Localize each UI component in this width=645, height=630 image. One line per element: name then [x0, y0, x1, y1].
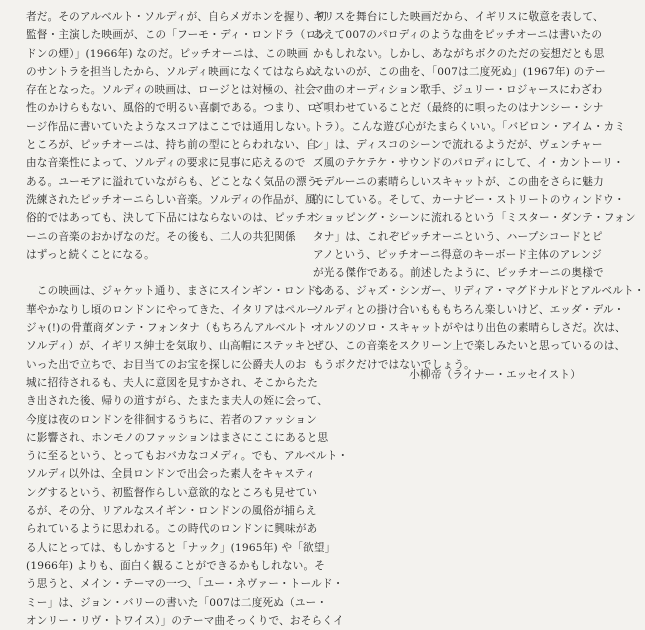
text-line: 由な音楽性によって、ソルディの要求に見事に応えるので: [26, 157, 306, 170]
text-line: アノという、ピッチオーニ得意のキーボード主体のアレンジ: [313, 248, 602, 261]
text-line: ミー」は、ジョン・バリーの書いた「007は二度死ぬ（ユー・: [26, 596, 328, 609]
text-line: モデルーニの素晴らしいスキャットが、この曲をさらに魅力: [313, 175, 604, 188]
text-line: 性のかけらもない、風俗的で明るい喜劇である。つまり、ロ: [26, 102, 318, 115]
text-line: ぜひ、この音楽をスクリーン上で楽しみたいと思っているのは、: [313, 340, 626, 353]
text-line: ジャ(!)の骨董商ダンテ・フォンタナ（もちろんアルベルト・: [26, 322, 319, 335]
text-line: ショッピング・シーンに流れるという「ミスター・ダンテ・フォン: [313, 212, 636, 225]
text-line: ざ唄わせていることだ（最終的に唄ったのはナンシー・シナ: [313, 102, 604, 115]
text-line: ーニの音楽のおかげなのだ。その後も、二人の共犯関係: [26, 230, 296, 243]
text-line: はずっと続くことになる。: [26, 248, 155, 261]
text-line: ソルディ）が、イギリス紳士を気取り、山高帽にステッキと: [26, 340, 317, 353]
left-column: [26, 8, 349, 630]
text-line: る人にとっては、もしかすると「ナック」(1965年) や「欲望」: [26, 541, 336, 554]
text-line: に影響され、ホンモノのファッションはまさにここにあると思: [26, 431, 329, 444]
text-line: えないのが、この曲を、「007は二度死ぬ」(1967年) のテー: [313, 65, 606, 78]
text-line: ージ作品に書いていたようなスコアはここでは通用しない。: [26, 120, 318, 133]
text-line: もある、ジャズ・シンガー、リディア・マグドナルドとアルベルト・: [313, 285, 645, 298]
text-line: ギリスを舞台にした映画だから、イギリスに敬意を表して、: [313, 11, 604, 23]
text-line: ある。ユーモアに溢れていながらも、どことなく気品の漂う、: [26, 175, 329, 188]
text-line: 的にしている。そして、カーナビー・ストリートのウィンドウ・: [313, 193, 625, 206]
left-paragraph-2: [26, 282, 349, 630]
text-line: (1966年) よりも、面白く観ることができるかもしれない。そ: [26, 559, 326, 572]
text-line: あえて007のパロディのような曲をピッチオーニは書いたの: [313, 29, 603, 42]
text-line: う思うと、メイン・テーマの一つ、「ユー・ネヴァー・トールド・: [26, 578, 344, 591]
text-line: 華やかなりし頃のロンドンにやってきた、イタリアはペルー: [26, 303, 318, 316]
paragraph-gap: [26, 264, 294, 282]
text-line: ドンの煙）」(1966年) なのだ。ピッチオーニは、この映画: [26, 47, 309, 60]
text-line: るが、その分、リアルなスイギン・ロンドンの風俗が捕らえ: [26, 505, 317, 518]
text-line: この映画は、ジャケット通り、まさにスインギン・ロンドン: [26, 285, 328, 298]
text-line: オンリー・リヴ・トワイス）」のテーマ曲そっくりで、おそらくイ: [26, 614, 344, 627]
text-line: もうボクだけではないでしょう。: [313, 358, 475, 371]
text-line: マ曲のオーディション歌手、ジュリー・ロジャースにわざわ: [313, 84, 603, 97]
text-line: トラ）。こんな遊び心がたまらくいい。「バビロン・アイム・カミ: [313, 120, 626, 133]
text-line: 今度は夜のロンドンを徘徊するうちに、若者のファッション: [26, 413, 318, 426]
text-line: 存在となった。ソルディの映画は、ロージとは対極の、社会: [26, 84, 316, 97]
text-line: が光る傑作である。前述したように、ピッチオーニの奥様で: [313, 267, 604, 280]
left-paragraph-1: [26, 8, 329, 264]
text-line: ソルディとの掛け合いもももちろん楽しいけど、エッダ・デル・: [313, 303, 625, 316]
text-line: 監督・主演した映画が、この「フーモ・ディ・ロンドラ（ロン: [26, 29, 328, 42]
text-line: 城に招待されるも、夫人に意図を見すかされ、そこからたた: [26, 376, 319, 389]
text-line: 俗的ではあっても、決して下品にはならないのは、ピッチオ: [26, 212, 317, 225]
text-line: られているように思われる。この時代のロンドンに興味があ: [26, 523, 318, 536]
text-line: いった出で立ちで、お目当てのお宝を探しに公爵夫人のお: [26, 358, 307, 371]
text-line: 洗練されたピッチオーニらしい音楽。ソルディの作品が、風: [26, 193, 316, 206]
text-line: 者だ。そのアルベルト・ソルディが、自らメガホンを握り、初: [26, 11, 327, 23]
text-line: タナ」は、これぞピッチオーニという、ハープシコードとピ: [313, 230, 603, 243]
text-line: ングするという、初監督作らしい意欲的なところも見せてい: [26, 486, 318, 499]
text-line: ソルディ以外は、全員ロンドンで出会った素人をキャスティ: [26, 468, 316, 481]
text-line: き出された後、帰りの道すがら、たまたま夫人の姪に会って、: [26, 395, 329, 408]
text-line: ズ風のテケテケ・サウンドのパロディにして、イ・カントーリ・: [313, 157, 624, 170]
text-line: かもしれない。しかし、あながちボクのただの妄想だとも思: [313, 47, 605, 60]
text-line: ところが、ピッチオーニは、持ち前の型にとらわれない、自: [26, 139, 317, 152]
text-line: ン」は、ディスコのシーンで流れるようだが、ヴェンチャー: [313, 139, 603, 152]
text-line: のサントラを担当したから、ソルディ映画になくてはならぬ: [26, 65, 317, 78]
text-line: オルソのソロ・スキャットがやはり出色の素晴らしさだ。次は、: [313, 322, 626, 335]
right-paragraph-1: [313, 8, 645, 374]
text-line: うに至るという、とってもおバカなコメディ。でも、アルベルト・: [26, 450, 349, 463]
author-signature: 小柳帝（ライナー・エッセイスト）: [409, 369, 581, 381]
right-column: [313, 8, 645, 374]
